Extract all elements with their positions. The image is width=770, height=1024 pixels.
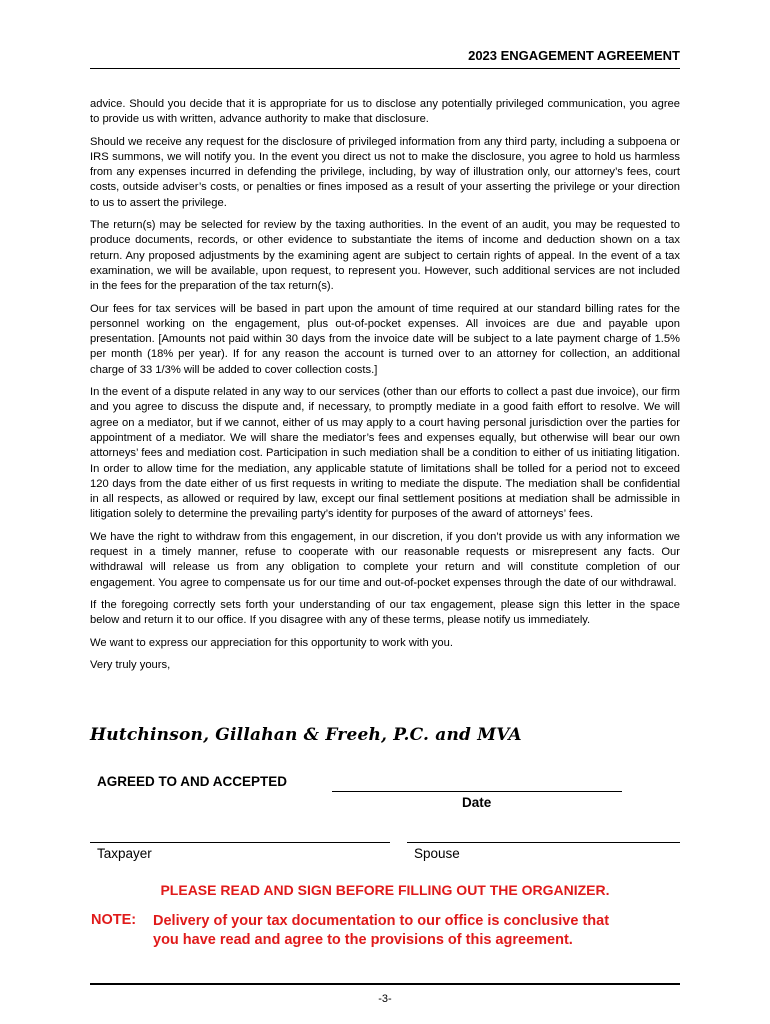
paragraph-sign-instructions: If the foregoing correctly sets forth your understanding of our tax engagement, please sign this letter in the space below and return it to our office. If you disagree with any of these terms, please notify us immediately.	[90, 598, 680, 627]
paragraph-audit: The return(s) may be selected for review by the taxing authorities. In the event of an audit, you may be requested to produce documents, records, or other evidence to substantiate the items of income and deduction shown on a tax return. Any proposed adjustments by the examining agent are subject to certain rights of appeal. In the event of a tax examination, we will be available, upon request, to represent you. However, such additional services are not included in the fees for the preparation of the tax return(s).	[90, 219, 680, 293]
date-signature-line[interactable]	[332, 791, 622, 792]
paragraph-withdraw: We have the right to withdraw from this engagement, in our discretion, if you don’t provide us with any information we request in a timely manner, refuse to cooperate with our reasonable requests or misrepresent any facts. Our withdrawal will release us from any obligation to complete your return and will constitute completion of our engagement. You agree to compensate us for our time and out-of-pocket expenses through the date of our withdrawal.	[90, 530, 680, 589]
paragraph-advice: advice. Should you decide that it is appropriate for us to disclose any potentially privileged communication, you agree to provide us with written, advance authority to make that disclosure.	[90, 98, 680, 126]
paragraph-appreciation: We want to express our appreciation for this opportunity to work with you.	[90, 636, 453, 649]
taxpayer-label: Taxpayer	[97, 846, 152, 861]
date-label: Date	[462, 795, 492, 810]
spouse-signature-line[interactable]	[407, 842, 680, 843]
spouse-label: Spouse	[414, 846, 460, 861]
agreed-accepted-label: AGREED TO AND ACCEPTED	[97, 774, 288, 789]
taxpayer-signature-line[interactable]	[90, 842, 390, 843]
firm-signature: Hutchinson, Gillahan & Freeh, P.C. and MVA	[90, 725, 522, 745]
paragraph-privilege-request: Should we receive any request for the disclosure of privileged information from any third party, including a subpoena or IRS summons, we will notify you. In the event you direct us not to make the disclosure, you agree to hold us harmless from any expenses incurred in defending the privilege, including, by way of illustration only, our attorney’s fees, court costs, outside adviser’s costs, or penalties or fines imposed as a result of your asserting the privilege or your direction to us to assert the privilege.	[90, 135, 680, 209]
paragraph-fees: Our fees for tax services will be based in part upon the amount of time required at our standard billing rates for the personnel working on the engagement, plus out-of-pocket expenses. All invoices are due and payable upon presentation. [Amounts not paid within 30 days from the invoice date will be subject to a late payment charge of 1.5% per month (18% per year). If for any reason the account is turned over to an attorney for collection, an additional charge of 33 1/3% will be added to cover collection costs.]	[90, 302, 680, 376]
page-number: -3-	[378, 993, 392, 1005]
note-line-2: you have read and agree to the provisions of this agreement.	[153, 932, 573, 948]
page-header-title: 2023 ENGAGEMENT AGREEMENT	[90, 48, 680, 69]
agreement-body	[90, 97, 680, 680]
paragraph-dispute: In the event of a dispute related in any way to our services (other than our efforts to collect a past due invoice), our firm and you agree to discuss the dispute and, if necessary, to promptly mediate in a good faith effort to resolve. We will agree on a mediator, but if we cannot, either of us may apply to a court having personal jurisdiction over the parties for appointment of a mediator. We will share the mediator’s fees and expenses equally, but otherwise will bear our own attorneys’ fees and mediation cost. Participation in such mediation shall be a condition to either of us initiating litigation. In order to allow time for the mediation, any applicable statute of limitations shall be tolled for a period not to exceed 120 days from the date either of us first requests in writing to mediate the dispute. The mediation shall be confidential in all respects, as allowed or required by law, except our final settlement positions at mediation shall be admissible in litigation solely to determine the prevailing party’s identity for purposes of the award of attorneys’ fees.	[90, 386, 680, 521]
footer-divider	[90, 983, 680, 985]
please-read-notice: PLEASE READ AND SIGN BEFORE FILLING OUT THE ORGANIZER.	[160, 882, 610, 898]
note-line-1: Delivery of your tax documentation to our office is conclusive that	[153, 913, 610, 929]
note-text	[153, 912, 683, 950]
note-label: NOTE:	[91, 912, 137, 928]
closing-salutation: Very truly yours,	[90, 658, 171, 671]
